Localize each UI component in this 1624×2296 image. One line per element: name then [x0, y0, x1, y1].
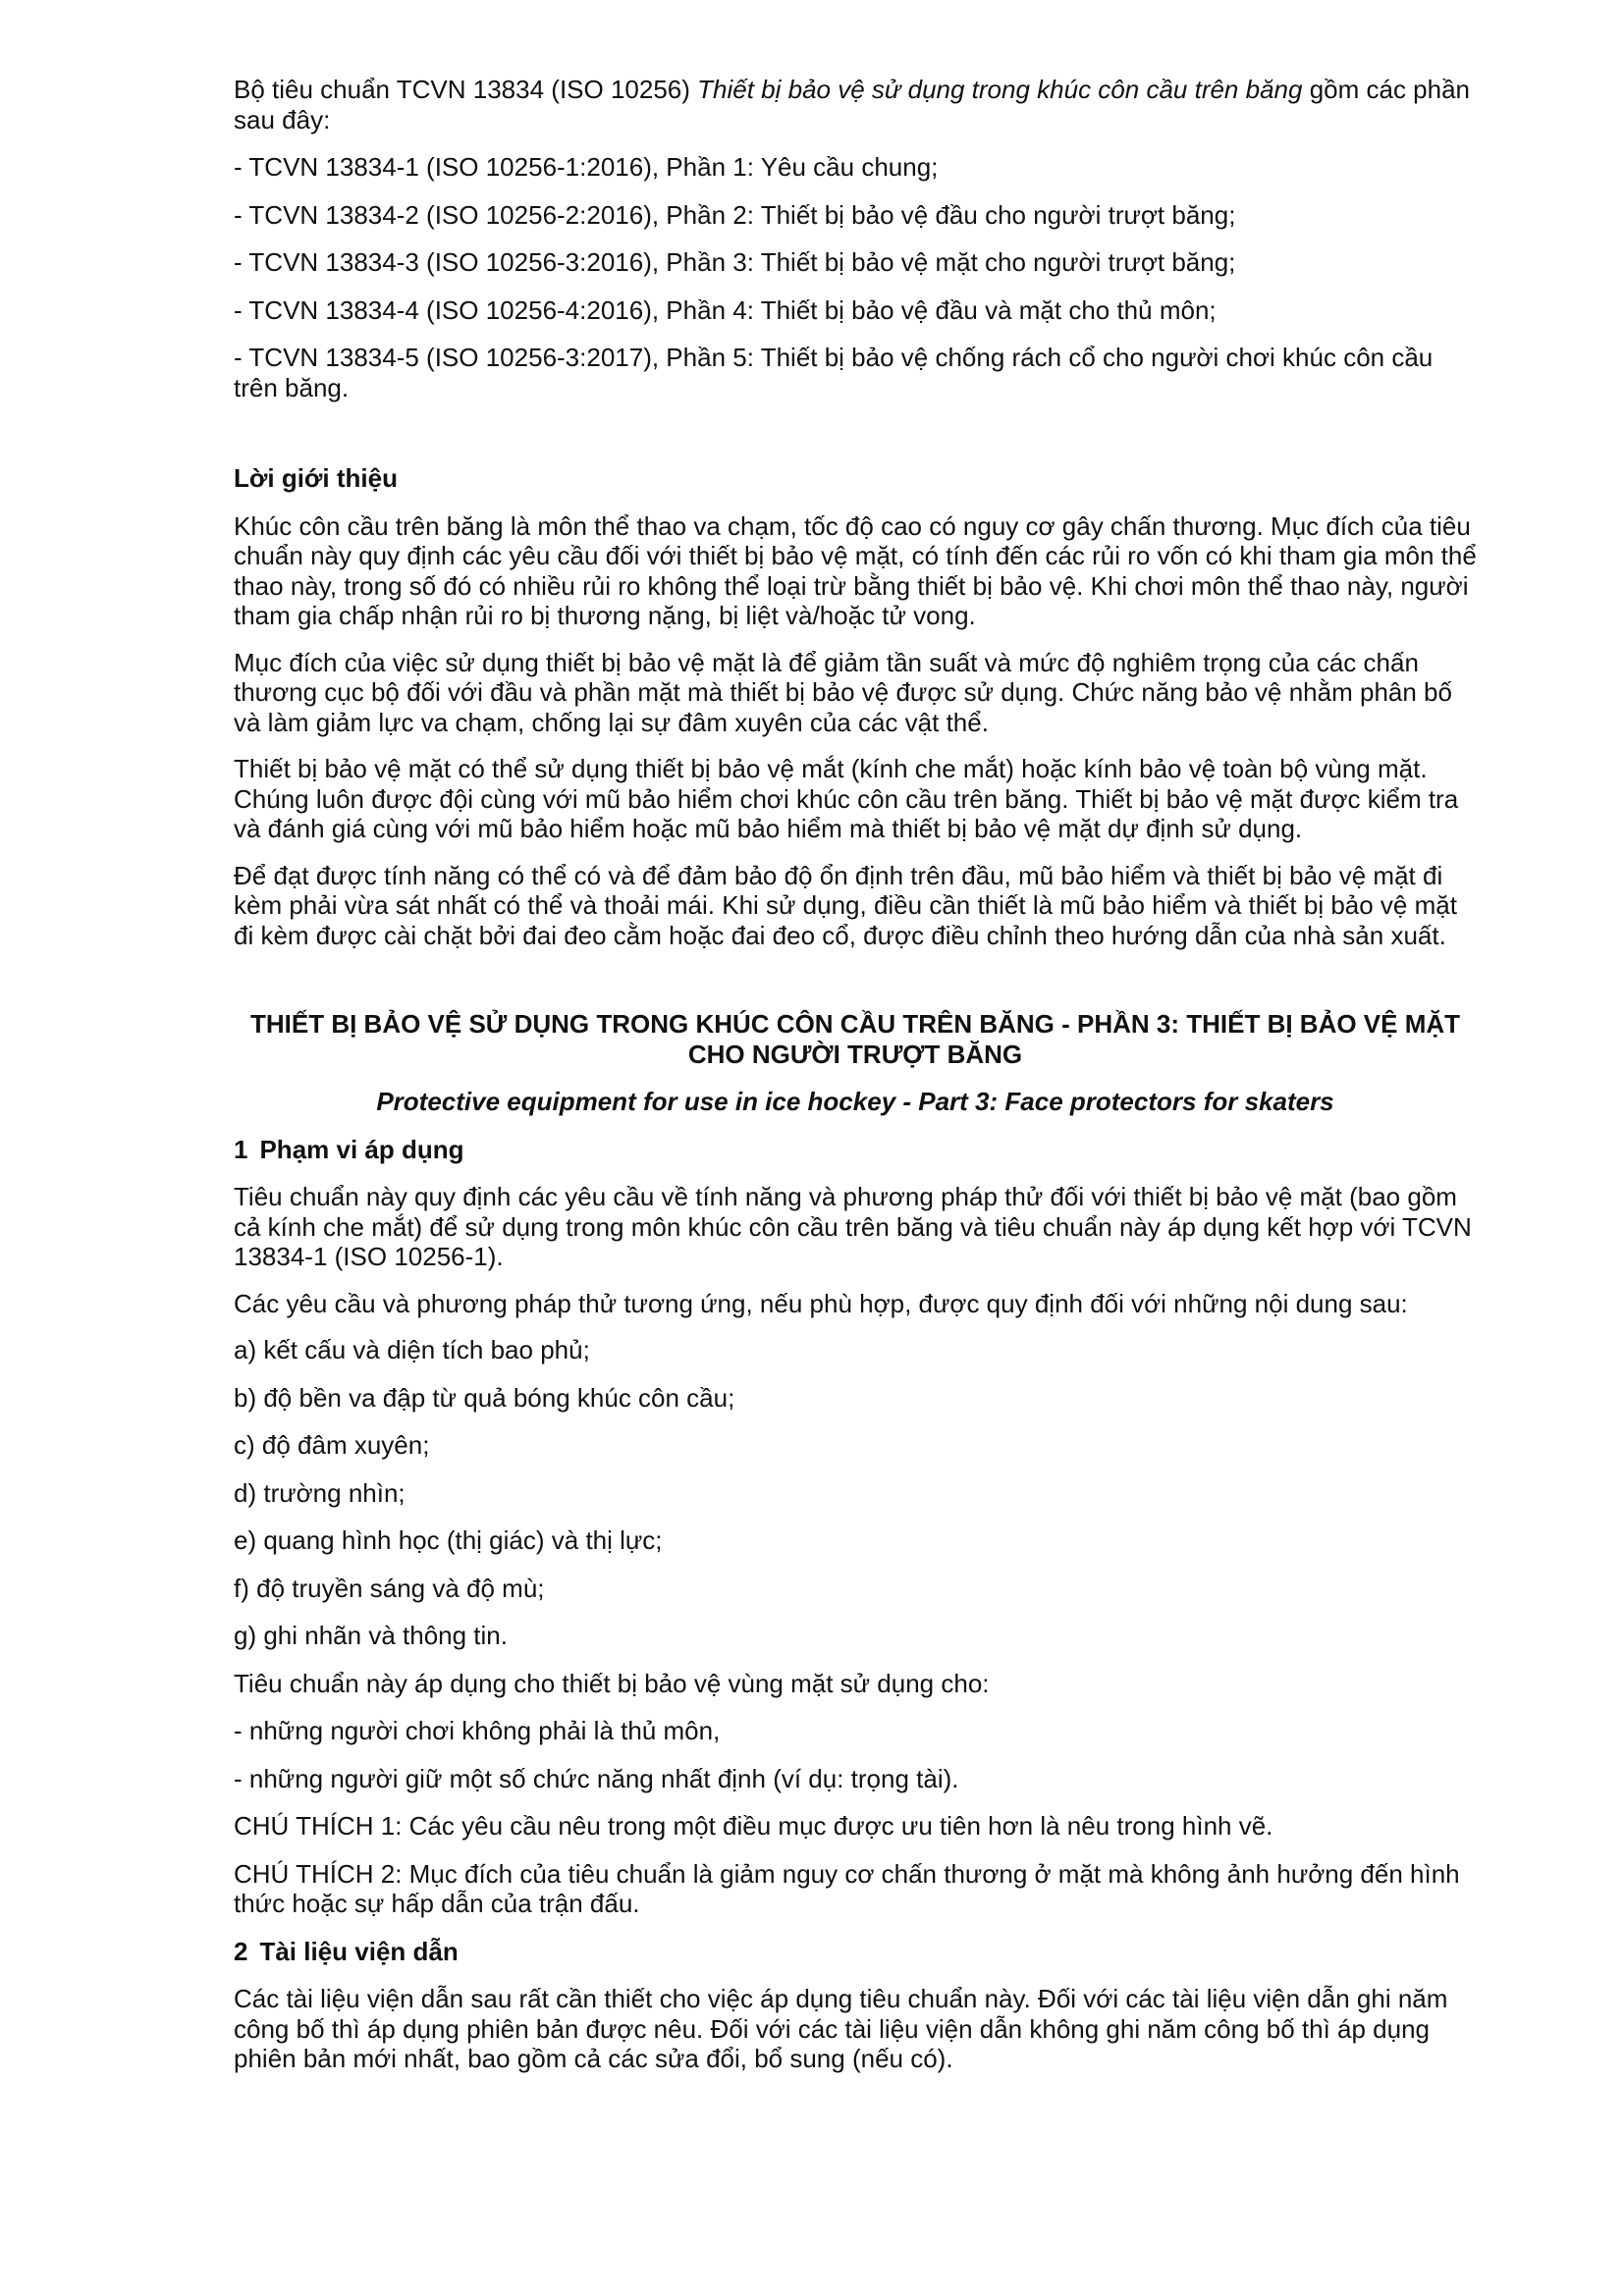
part-list-item: - TCVN 13834-4 (ISO 10256-4:2016), Phần 4: Thiết bị bảo vệ đầu và mặt cho thủ môn; [234, 294, 1217, 325]
scope-heading-text: Phạm vi áp dụng [259, 1134, 464, 1164]
scope-item: b) độ bền va đập từ quả bóng khúc côn cầu; [234, 1382, 735, 1413]
scope-item: e) quang hình học (thị giác) và thị lực; [234, 1525, 663, 1555]
introduction-paragraph: Khúc côn cầu trên băng là môn thể thao va chạm, tốc độ cao có nguy cơ gây chấn thương. Mục đích của tiêu chuẩn này quy định các yêu cầu đối với thiết bị bảo vệ mặt, có tính đến các rủi ro vốn có khi tham gia môn thể thao này, trong số đó có nhiều rủi ro không thể loại trừ bằng thiết bị bảo vệ. Khi chơi môn thể thao này, người tham gia chấp nhận rủi ro bị thương nặng, bị liệt và/hoặc tử vong. [234, 510, 1477, 630]
references-heading-text: Tài liệu viện dẫn [259, 1936, 459, 1966]
part-list-item: - TCVN 13834-3 (ISO 10256-3:2016), Phần 3: Thiết bị bảo vệ mặt cho người trượt băng; [234, 247, 1236, 277]
foreword-intro [234, 75, 1477, 134]
scope-paragraph: Các yêu cầu và phương pháp thử tương ứng, nếu phù hợp, được quy định đối với những nội dung sau: [234, 1288, 1408, 1318]
scope-item: d) trường nhìn; [234, 1477, 406, 1508]
part-list-item: - TCVN 13834-1 (ISO 10256-1:2016), Phần 1: Yêu cầu chung; [234, 152, 939, 182]
scope-heading [234, 1135, 1477, 1165]
standard-subtitle: Protective equipment for use in ice hockey - Part 3: Face protectors for skaters [376, 1087, 1334, 1116]
introduction-paragraph: Thiết bị bảo vệ mặt có thể sử dụng thiết bị bảo vệ mắt (kính che mắt) hoặc kính bảo vệ toàn bộ vùng mặt. Chúng luôn được đội cùng với mũ bảo hiểm chơi khúc côn cầu trên băng. Thiết bị bảo vệ mặt được kiểm tra và đánh giá cùng với mũ bảo hiểm hoặc mũ bảo hiểm mà thiết bị bảo vệ mặt dự định sử dụng. [234, 754, 1459, 843]
references-number: 2 [234, 1936, 248, 1966]
references-heading [234, 1937, 1477, 1967]
introduction-paragraph: Để đạt được tính năng có thể có và để đảm bảo độ ổn định trên đầu, mũ bảo hiểm và thiết bị bảo vệ mặt đi kèm phải vừa sát nhất có thể và thoải mái. Khi sử dụng, điều cần thiết là mũ bảo hiểm và thiết bị bảo vệ mặt đi kèm được cài chặt bởi đai đeo cằm hoặc đai đeo cổ, được điều chỉnh theo hướng dẫn của nhà sản xuất. [234, 860, 1457, 950]
scope-item: a) kết cấu và diện tích bao phủ; [234, 1335, 590, 1364]
user-list-item: - những người chơi không phải là thủ môn, [234, 1716, 721, 1745]
scope-item: g) ghi nhãn và thông tin. [234, 1621, 508, 1650]
introduction-heading: Lời giới thiệu [234, 463, 398, 493]
scope-note: CHÚ THÍCH 2: Mục đích của tiêu chuẩn là giảm nguy cơ chấn thương ở mặt mà không ảnh hưởng đến hình thức hoặc sự hấp dẫn của trận đấu. [234, 1858, 1460, 1918]
foreword-intro-text: Bộ tiêu chuẩn TCVN 13834 (ISO 10256) [234, 75, 698, 104]
scope-item: c) độ đâm xuyên; [234, 1430, 430, 1460]
scope-note: CHÚ THÍCH 1: Các yêu cầu nêu trong một điều mục được ưu tiên hơn là nêu trong hình vẽ. [234, 1811, 1273, 1841]
scope-paragraph: Tiêu chuẩn này áp dụng cho thiết bị bảo vệ vùng mặt sử dụng cho: [234, 1668, 990, 1698]
user-list-item: - những người giữ một số chức năng nhất định (ví dụ: trọng tài). [234, 1763, 959, 1793]
series-title: Thiết bị bảo vệ sử dụng trong khúc côn cầu trên băng [697, 75, 1303, 104]
introduction-paragraph: Mục đích của việc sử dụng thiết bị bảo vệ mặt là để giảm tần suất và mức độ nghiêm trọng của các chấn thương cục bộ đối với đầu và phần mặt mà thiết bị bảo vệ được sử dụng. Chức năng bảo vệ nhằm phân bố và làm giảm lực va chạm, chống lại sự đâm xuyên của các vật thể. [234, 647, 1452, 737]
scope-item: f) độ truyền sáng và độ mù; [234, 1573, 545, 1603]
part-list-item: - TCVN 13834-2 (ISO 10256-2:2016), Phần 2: Thiết bị bảo vệ đầu cho người trượt băng; [234, 199, 1236, 230]
foreword-intro-tail: gồm các phần sau đây: [234, 75, 1471, 134]
standard-title: THIẾT BỊ BẢO VỆ SỬ DỤNG TRONG KHÚC CÔN CẦU TRÊN BĂNG - PHẦN 3: THIẾT BỊ BẢO VỆ MẶT CHO NGƯỜI TRƯỢT BĂNG [249, 1009, 1461, 1069]
scope-number: 1 [234, 1134, 248, 1164]
scope-paragraph: Tiêu chuẩn này quy định các yêu cầu về tính năng và phương pháp thử đối với thiết bị bảo vệ mặt (bao gồm cả kính che mắt) để sử dụng trong môn khúc côn cầu trên băng và tiêu chuẩn này áp dụng kết hợp với TCVN 13834-1 (ISO 10256-1). [234, 1182, 1472, 1271]
part-list-item: - TCVN 13834-5 (ISO 10256-3:2017), Phần 5: Thiết bị bảo vệ chống rách cổ cho người chơi khúc côn cầu trên băng. [234, 343, 1434, 402]
references-paragraph: Các tài liệu viện dẫn sau rất cần thiết cho việc áp dụng tiêu chuẩn này. Đối với các tài liệu viện dẫn ghi năm công bố thì áp dụng phiên bản được nêu. Đối với các tài liệu viện dẫn không ghi năm công bố thì áp dụng phiên bản mới nhất, bao gồm cả các sửa đổi, bổ sung (nếu có). [234, 1984, 1448, 2073]
